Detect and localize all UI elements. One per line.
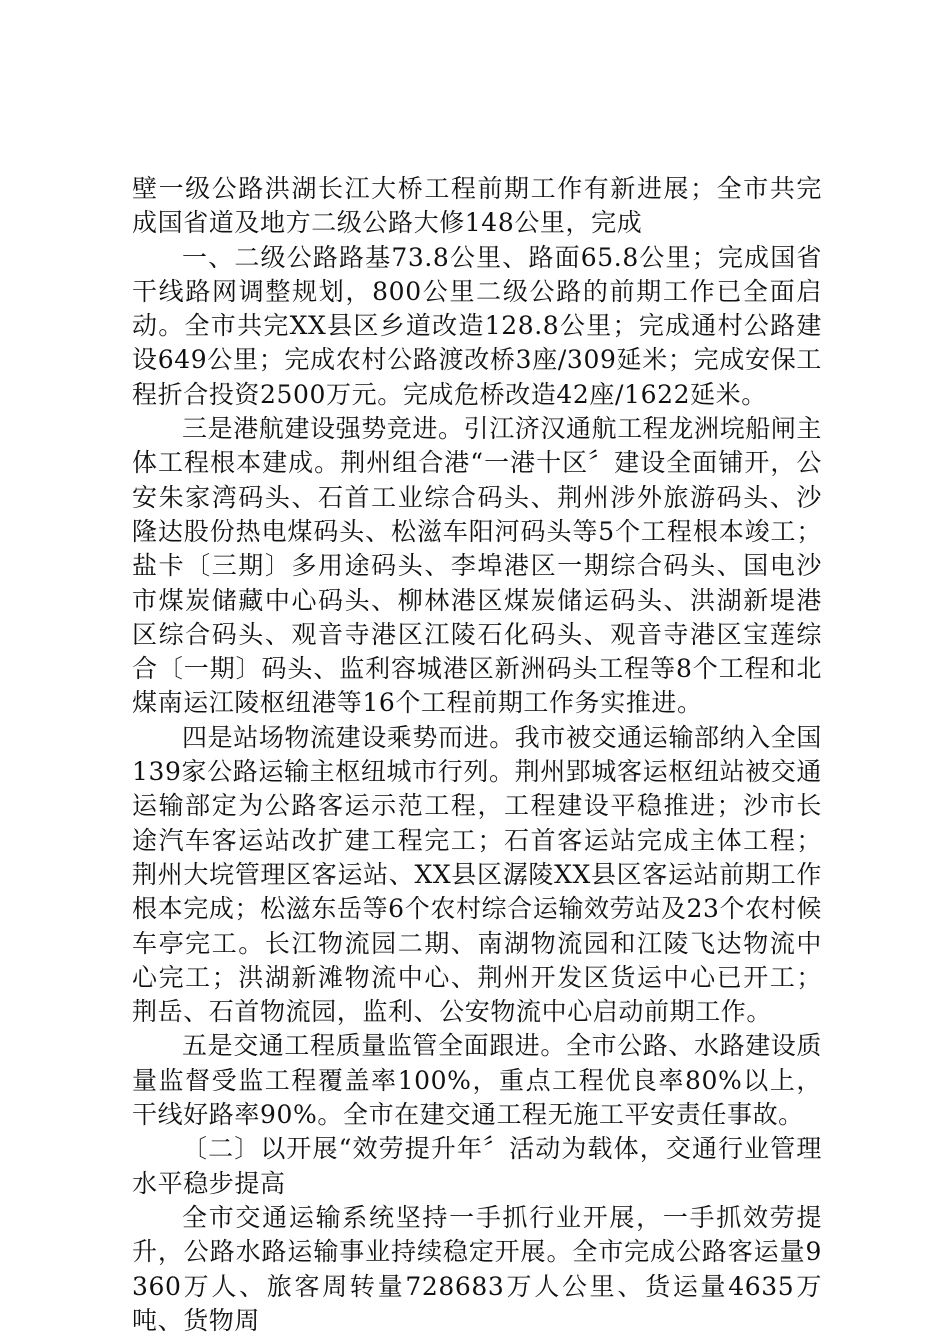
document-body [132, 172, 822, 1338]
paragraph-transport-volume: 全市交通运输系统坚持一手抓行业开展，一手抓效劳提升，公路水路运输事业持续稳定开展。全市完成公路客运量9360万人、旅客周转量728683万人公里、货运量4635万吨、货物周 [132, 1202, 822, 1335]
paragraph-station-logistics: 四是站场物流建设乘势而进。我市被交通运输部纳入全国139家公路运输主枢纽城市行列。荆州郢城客运枢纽站被交通运输部定为公路客运示范工程，工程建设平稳推进；沙市长途汽车客运站改扩建工程完工；石首客运站完成主体工程；荆州大垸管理区客运站、XX县区潺陵XX县区客运站前期工作根本完成；松滋东岳等6个农村综合运输效劳站及23个农村候车亭完工。长江物流园二期、南湖物流园和江陵飞达物流中心完工；洪湖新滩物流中心、荆州开发区货运中心已开工；荆岳、石首物流园，监利、公安物流中心启动前期工作。 [132, 722, 823, 1027]
paragraph-continuation: 壁一级公路洪湖长江大桥工程前期工作有新进展；全市共完成国省道及地方二级公路大修148公里，完成 [132, 174, 822, 238]
paragraph-road-construction: 一、二级公路路基73.8公里、路面65.8公里；完成国省干线路网调整规划，800公里二级公路的前期工作已全面启动。全市共完XX县区乡道改造128.8公里；完成通村公路建设649公里；完成农村公路渡改桥3座/309延米；完成安保工程折合投资2500万元。完成危桥改造42座/1622延米。 [132, 242, 822, 409]
paragraph-quality-supervision: 五是交通工程质量监管全面跟进。全市公路、水路建设质量监督受监工程覆盖率100%，重点工程优良率80%以上，干线好路率90%。全市在建交通工程无施工平安责任事故。 [132, 1031, 823, 1130]
section-heading-service-year: 〔二〕以开展“效劳提升年〞活动为载体，交通行业管理水平稳步提高 [132, 1134, 822, 1198]
paragraph-port-construction: 三是港航建设强势竞进。引江济汉通航工程龙洲垸船闸主体工程根本建成。荆州组合港“一港十区〞建设全面铺开，公安朱家湾码头、石首工业综合码头、荆州涉外旅游码头、沙隆达股份热电煤码头、松滋车阳河码头等5个工程根本竣工；盐卡〔三期〕多用途码头、李埠港区一期综合码头、国电沙市煤炭储藏中心码头、柳林港区煤炭储运码头、洪湖新堤港区综合码头、观音寺港区江陵石化码头、观音寺港区宝莲综合〔一期〕码头、监利容城港区新洲码头工程等8个工程和北煤南运江陵枢纽港等16个工程前期工作务实推进。 [132, 414, 823, 718]
